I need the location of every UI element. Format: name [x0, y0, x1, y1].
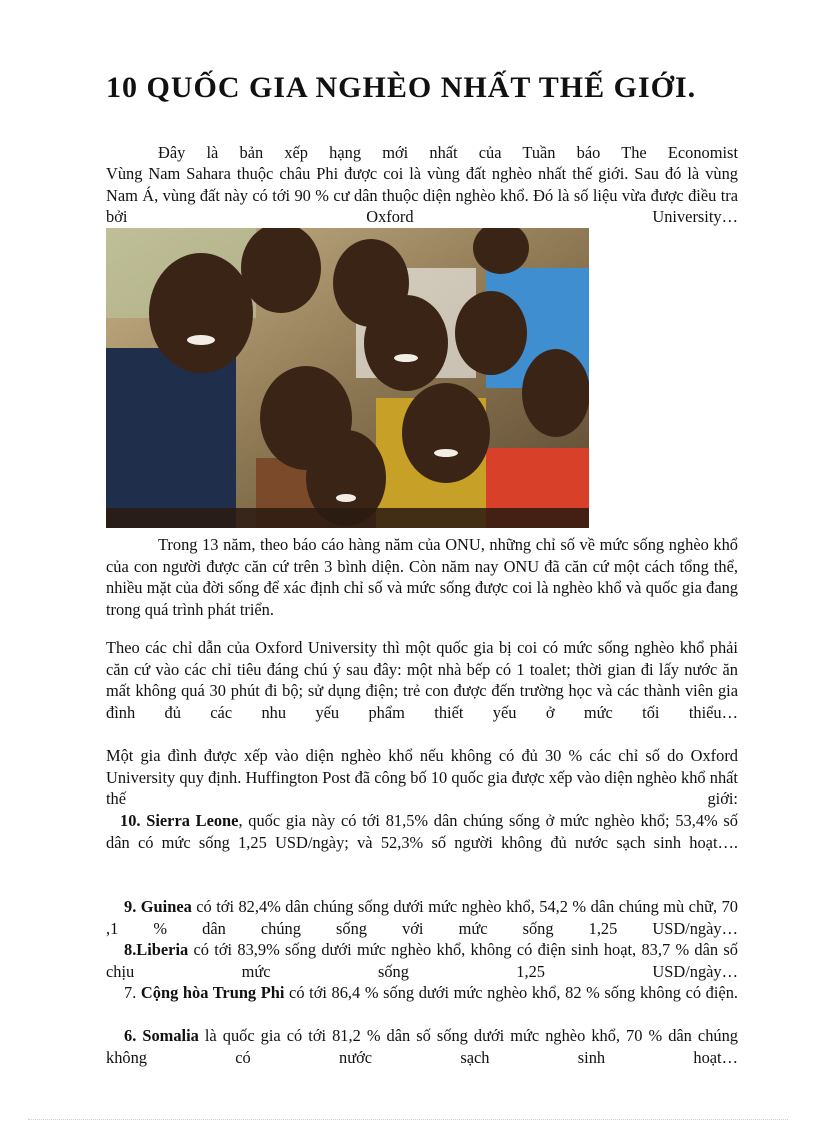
country-item: [106, 810, 738, 853]
country-item: [106, 939, 738, 982]
country-text: có tới 86,4 % sống dưới mức nghèo khổ, 82 % sống không có điện.: [284, 983, 738, 1002]
page-title: 10 QUỐC GIA NGHÈO NHẤT THẾ GIỚI.: [106, 71, 697, 104]
country-item: [106, 896, 738, 939]
country-name: Cộng hòa Trung Phi: [140, 983, 285, 1002]
country-name: Sierra Leone: [146, 811, 239, 830]
country-rank: 9.: [124, 897, 137, 916]
intro-paragraph: Vùng Nam Sahara thuộc châu Phi được coi là vùng đất nghèo nhất thế giới. Sau đó là vùng Nam Á, vùng đất này có tới 90 % cư dân thuộc diện nghèo khổ. Đó là số liệu vừa được điều tra bởi Oxford University…: [106, 164, 738, 226]
family-paragraph: Một gia đình được xếp vào diện nghèo khổ nếu không có đủ 30 % các chỉ số do Oxford University quy định. Huffington Post đã công bố 10 quốc gia được xếp vào diện nghèo khổ nhất thế giới:: [106, 746, 738, 808]
page-bottom-divider: [28, 1119, 788, 1120]
photo-children-icon: [106, 228, 589, 528]
photo-children: [106, 228, 589, 528]
country-name: Liberia: [136, 940, 189, 959]
country-name: Guinea: [140, 897, 192, 916]
country-rank: 6.: [124, 1026, 137, 1045]
country-rank: 8.: [124, 940, 137, 959]
country-text: có tới 83,9% sống dưới mức nghèo khổ, không có điện sinh hoạt, 83,7 % dân số chịu mức sống 1,25 USD/ngày…: [106, 940, 738, 981]
country-rank: 7.: [124, 983, 137, 1002]
country-name: Somalia: [142, 1026, 199, 1045]
country-item: [106, 1025, 738, 1068]
oxford-paragraph: Theo các chỉ dẫn của Oxford University thì một quốc gia bị coi có mức sống nghèo khổ phải căn cứ vào các chỉ tiêu đáng chú ý sau đây: một nhà bếp có 1 toalet; thời gian đi lấy nước ăn mất không quá 30 phút đi bộ; sử dụng điện; trẻ con được đến trường học và các thành viên gia đình đủ các nhu yếu phẩm thiết yếu ở mức tối thiểu…: [106, 638, 738, 722]
country-text: , quốc gia này có tới 81,5% dân chúng sống ở mức nghèo khổ; 53,4% số dân có mức sống 1,25 USD/ngày; và 52,3% số người không đủ nước sạch sinh hoạt….: [106, 811, 738, 852]
country-rank: 10.: [120, 811, 141, 830]
onu-paragraph: Trong 13 năm, theo báo cáo hàng năm của ONU, những chỉ số về mức sống nghèo khổ của con người được căn cứ trên 3 bình diện. Còn năm nay ONU đã căn cứ một cách tổng thể, nhiều mặt của đời sống để xác định chỉ số và mức sống được coi là nghèo khổ và quốc gia đang trong quá trình phát triển.: [106, 535, 738, 619]
intro-first-line: Đây là bản xếp hạng mới nhất của Tuần báo The Economist: [158, 143, 738, 162]
country-item: [106, 982, 738, 1004]
country-text: có tới 82,4% dân chúng sống dưới mức nghèo khổ, 54,2 % dân chúng mù chữ, 70 ,1 % dân chúng sống với mức sống 1,25 USD/ngày…: [106, 897, 738, 938]
country-text: là quốc gia có tới 81,2 % dân số sống dưới mức nghèo khổ, 70 % dân chúng không có nước sạch sinh hoạt…: [106, 1026, 738, 1067]
